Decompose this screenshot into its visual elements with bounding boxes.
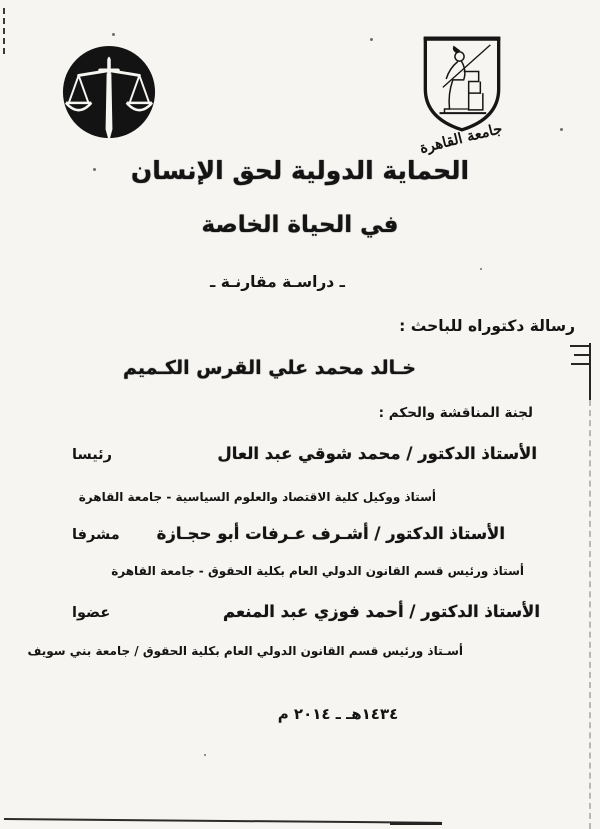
committee-member-affiliation: أسـتاذ ورئيس قسم القانون الدولي العام بكلية الحقوق / جامعة بني سويف — [27, 644, 463, 658]
committee-member-name: الأستاذ الدكتور / محمد شوقي عبد العال — [217, 444, 537, 463]
scan-speckle — [93, 168, 96, 171]
committee-member-affiliation: أستاذ ورئيس قسم القانون الدولي العام بكلية الحقوق - جامعة القاهرة — [111, 564, 524, 578]
scan-artifact-right-line — [589, 343, 591, 400]
scan-speckle — [480, 268, 482, 270]
crest-caption: جامعة القاهرة — [417, 120, 505, 157]
scan-speckle — [370, 38, 373, 41]
committee-member-role: عضوا — [72, 605, 111, 621]
committee-member-role: رئيسا — [72, 447, 112, 463]
scan-speckle — [204, 754, 206, 756]
scan-speckle — [112, 33, 115, 36]
hijri-gregorian-date: ١٤٣٤هـ ـ ٢٠١٤ م — [277, 705, 399, 723]
scan-artifact-tick — [570, 345, 591, 347]
scan-artifact-topleft-tick — [3, 8, 5, 54]
scan-artifact-tick — [574, 354, 591, 356]
committee-heading: لجنة المناقشة والحكم : — [378, 405, 533, 421]
scan-artifact-tick — [571, 363, 591, 365]
cairo-university-crest-icon — [420, 34, 504, 134]
scan-artifact-bottom-blob — [390, 822, 442, 825]
researcher-name: خـالد محمد علي القرس الكـميم — [123, 357, 416, 379]
scan-artifact-right-line-faint — [589, 400, 591, 829]
scan-artifact-bottom-line — [4, 818, 441, 824]
scan-speckle — [560, 128, 563, 131]
thesis-label: رسالة دكتوراه للباحث : — [399, 317, 575, 335]
committee-member-name: الأستاذ الدكتور / أحمد فوزي عبد المنعم — [223, 602, 540, 621]
committee-member-affiliation: أستاذ ووكيل كلية الاقتصاد والعلوم السياسية - جامعة القاهرة — [78, 490, 436, 504]
committee-member-role: مشرفا — [72, 527, 120, 543]
page-title-line1: الحماية الدولية لحق الإنسان — [130, 156, 470, 185]
page-title-line2: في الحياة الخاصة — [201, 212, 399, 238]
scales-of-justice-icon — [60, 42, 158, 148]
committee-member-name: الأستاذ الدكتور / أشـرف عـرفات أبو حجـازة — [156, 524, 505, 543]
subtitle-comparative-study: ـ دراسـة مقارنـة ـ — [210, 273, 345, 291]
